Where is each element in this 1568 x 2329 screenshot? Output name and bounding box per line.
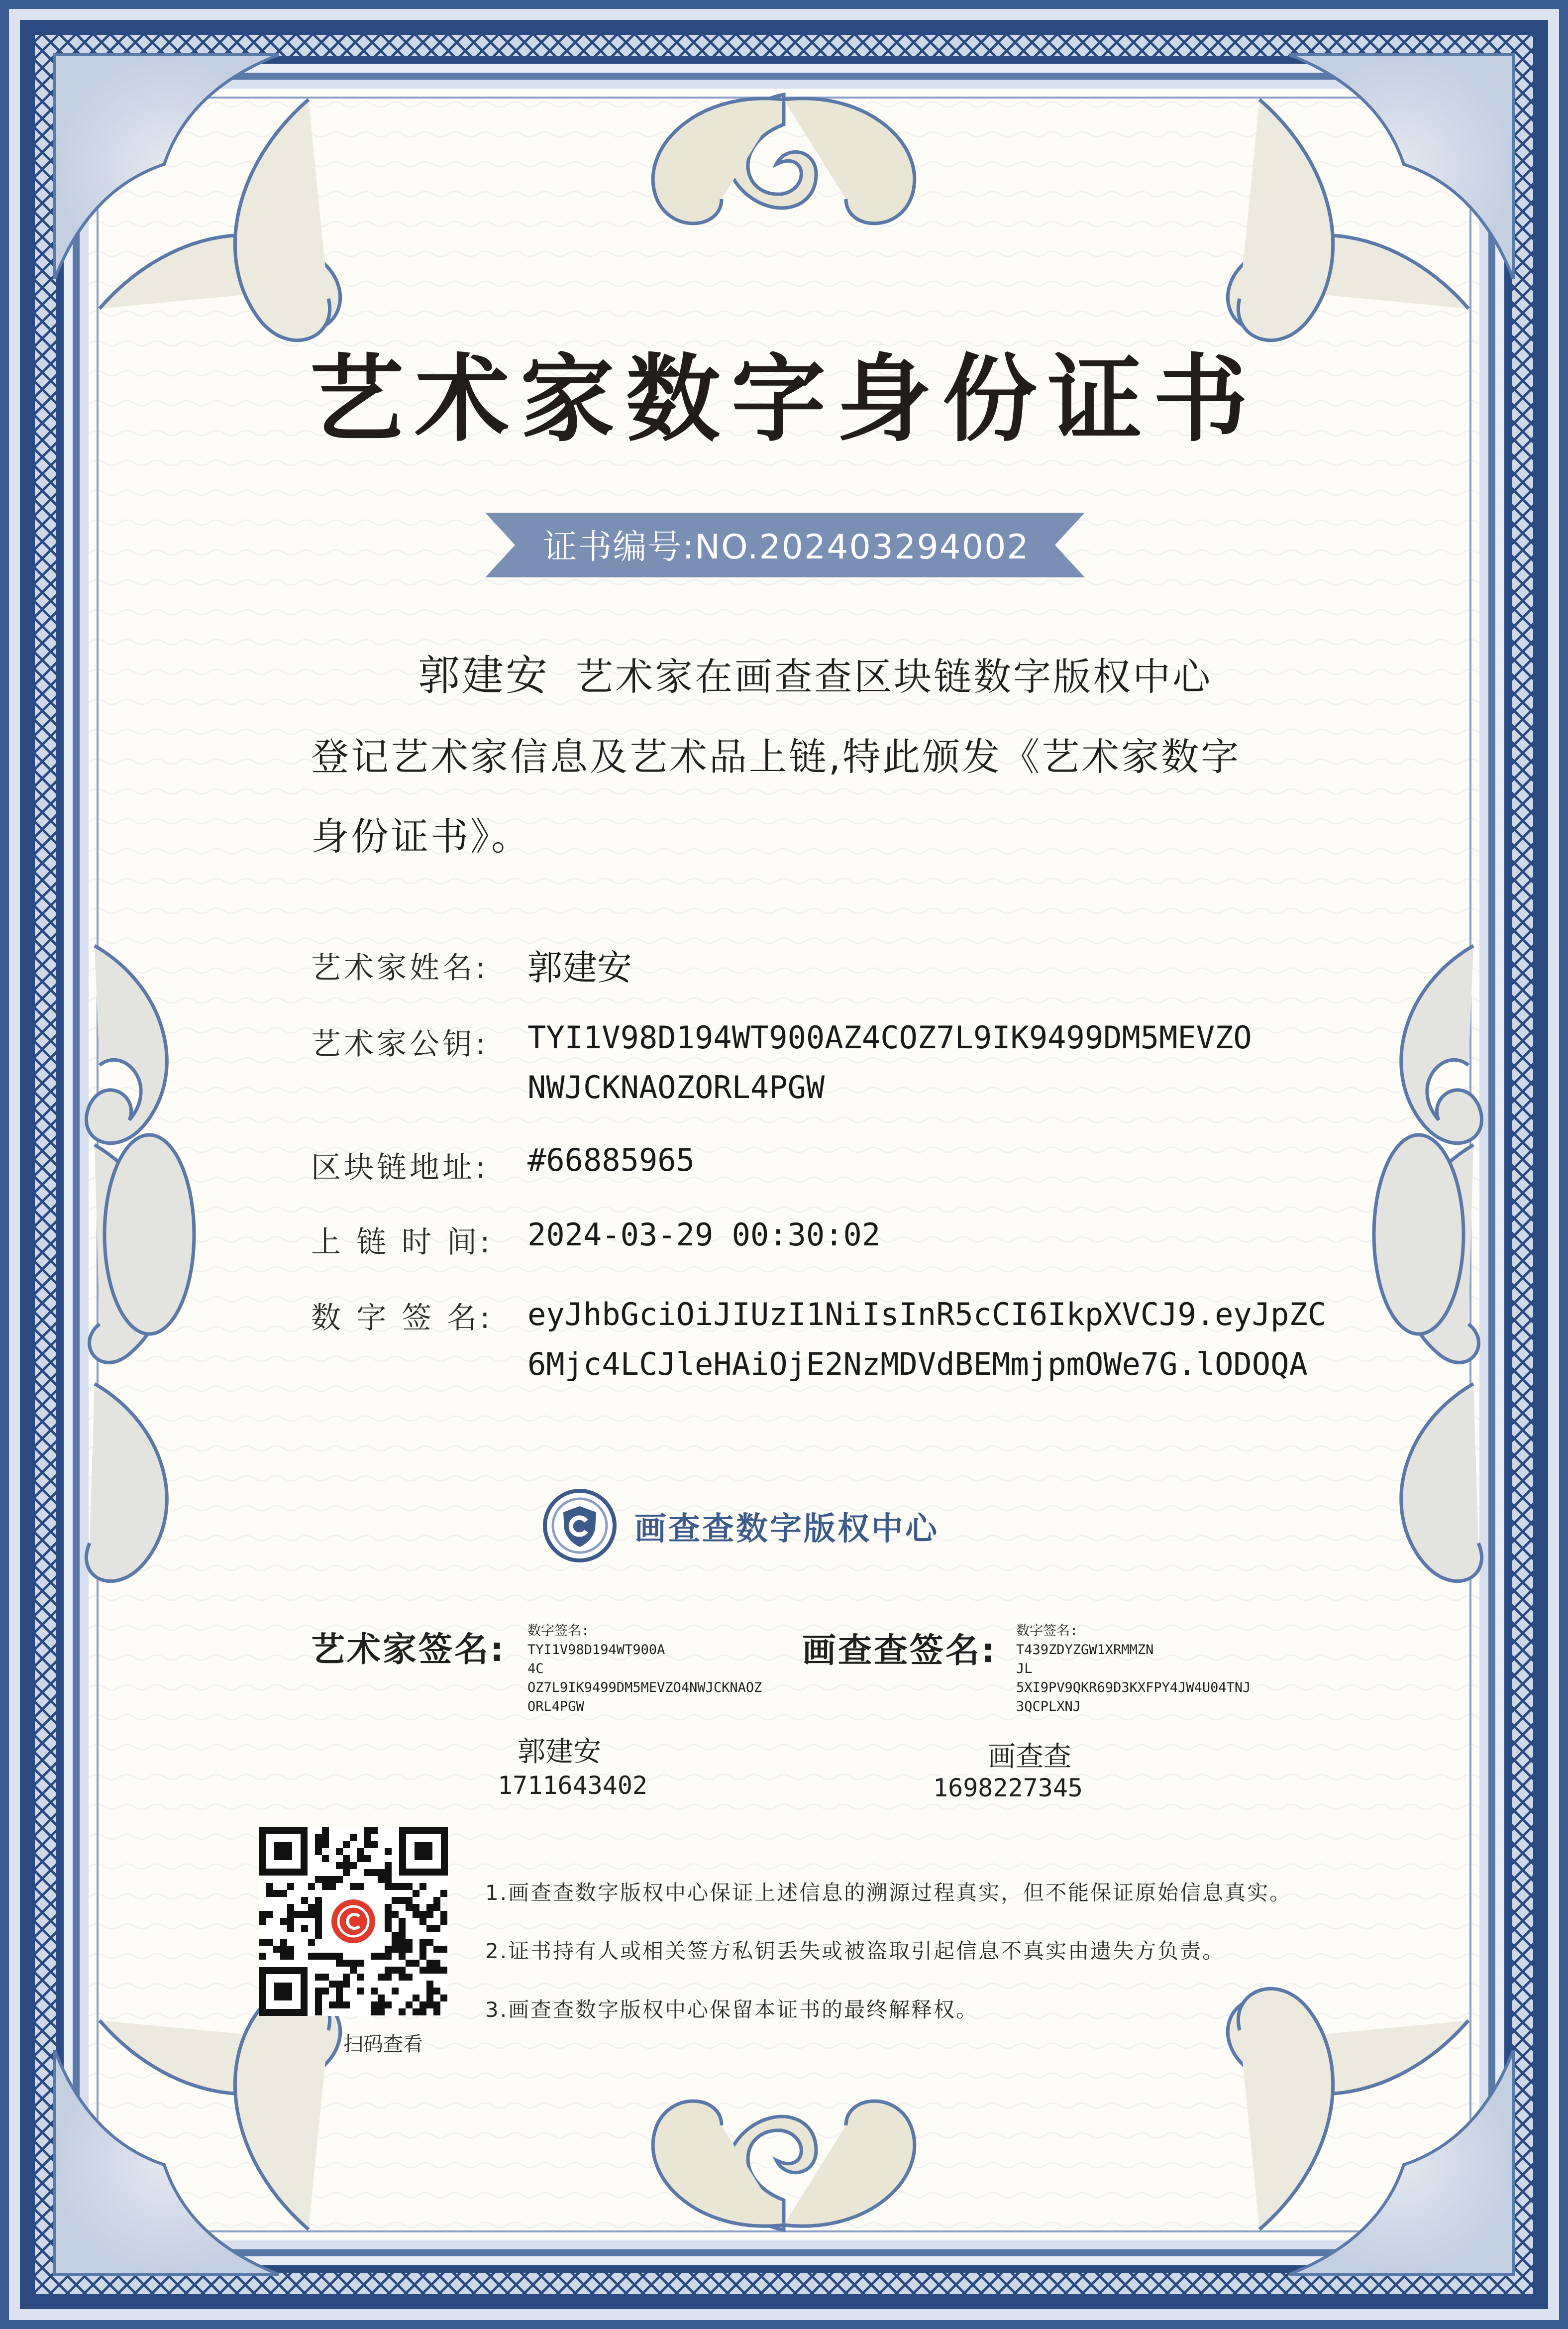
artist-signature-name: 郭建安	[518, 1736, 601, 1768]
intro-artist-name: 郭建安	[418, 651, 550, 700]
digital-signature-label: 数 字 签 名:	[311, 1301, 493, 1335]
brand-name: 画查查数字版权中心	[634, 1511, 939, 1548]
note-1: 1.画查查数字版权中心保证上述信息的溯源过程真实，但不能保证原始信息真实。	[485, 1881, 1292, 1905]
chain-address-value: #66885965	[527, 1142, 695, 1178]
artist-name-value: 郭建安	[527, 947, 632, 988]
platform-signature-line-3: 5XI9PV9QKR69D3KXFPY4JW4U04TNJ	[1016, 1680, 1251, 1695]
digital-signature-value-line-1: eyJhbGciOiJIUzI1NiIsInR5cCI6IkpXVCJ9.eyJpZC	[527, 1296, 1327, 1332]
intro-line-1	[418, 642, 1212, 702]
artist-name-label: 艺术家姓名:	[311, 951, 489, 986]
artist-signature-block	[527, 1622, 762, 1716]
platform-signature-title: 数字签名:	[1016, 1623, 1078, 1639]
note-2: 2.证书持有人或相关签方私钥丢失或被盗取引起信息不真实由遗失方负责。	[485, 1939, 1225, 1963]
public-key-value-line-2: NWJCKNAOZORL4PGW	[527, 1069, 825, 1106]
qr-code[interactable]	[259, 1827, 448, 2016]
artist-signature-line-1: TYI1V98D194WT900A	[527, 1642, 665, 1658]
chain-time-label: 上 链 时 间:	[311, 1225, 493, 1260]
public-key-label: 艺术家公钥:	[311, 1027, 489, 1062]
platform-signature-label: 画查查签名:	[802, 1631, 997, 1670]
public-key-value-line-1: TYI1V98D194WT900AZ4COZ7L9IK9499DM5MEVZO	[527, 1019, 1252, 1056]
intro-line-3: 身份证书》。	[311, 814, 531, 859]
certificate-title: 艺术家数字身份证书	[309, 344, 1259, 454]
chain-address-label: 区块链地址:	[311, 1150, 489, 1185]
platform-signature-timestamp: 1698227345	[933, 1774, 1083, 1802]
intro-line-2: 登记艺术家信息及艺术品上链,特此颁发《艺术家数字	[311, 735, 1241, 779]
artist-signature-line-3: OZ7L9IK9499DM5MEVZO4NWJCKNAOZ	[527, 1680, 762, 1695]
copyright-c-icon	[327, 1895, 379, 1947]
platform-signature-line-4: 3QCPLXNJ	[1016, 1699, 1081, 1714]
platform-signature-name: 画查查	[988, 1741, 1071, 1773]
artist-signature-line-2: 4C	[527, 1661, 544, 1676]
digital-signature-value-line-2: 6Mjc4LCJleHAiOjE2NzMDVdBEMmjpmOWe7G.lODOQA	[527, 1346, 1308, 1382]
platform-signature-block	[1016, 1622, 1251, 1716]
artist-signature-label: 艺术家签名:	[311, 1630, 506, 1669]
platform-signature-line-2: JL	[1016, 1661, 1033, 1676]
platform-signature-line-1: T439ZDYZGW1XRMMZN	[1016, 1642, 1154, 1658]
artist-signature-timestamp: 1711643402	[498, 1771, 648, 1800]
chain-time-value: 2024-03-29 00:30:02	[527, 1217, 881, 1253]
intro-line-1-text: 艺术家在画查查区块链数字版权中心	[575, 655, 1213, 699]
note-3: 3.画查查数字版权中心保留本证书的最终解释权。	[485, 1997, 979, 2022]
qr-caption: 扫码查看	[343, 2033, 423, 2056]
certificate-number: 证书编号:NO.202403294002	[543, 528, 1030, 567]
artist-signature-line-4: ORL4PGW	[527, 1699, 584, 1714]
artist-signature-title: 数字签名:	[527, 1623, 590, 1639]
shield-c-logo-icon	[542, 1488, 617, 1563]
